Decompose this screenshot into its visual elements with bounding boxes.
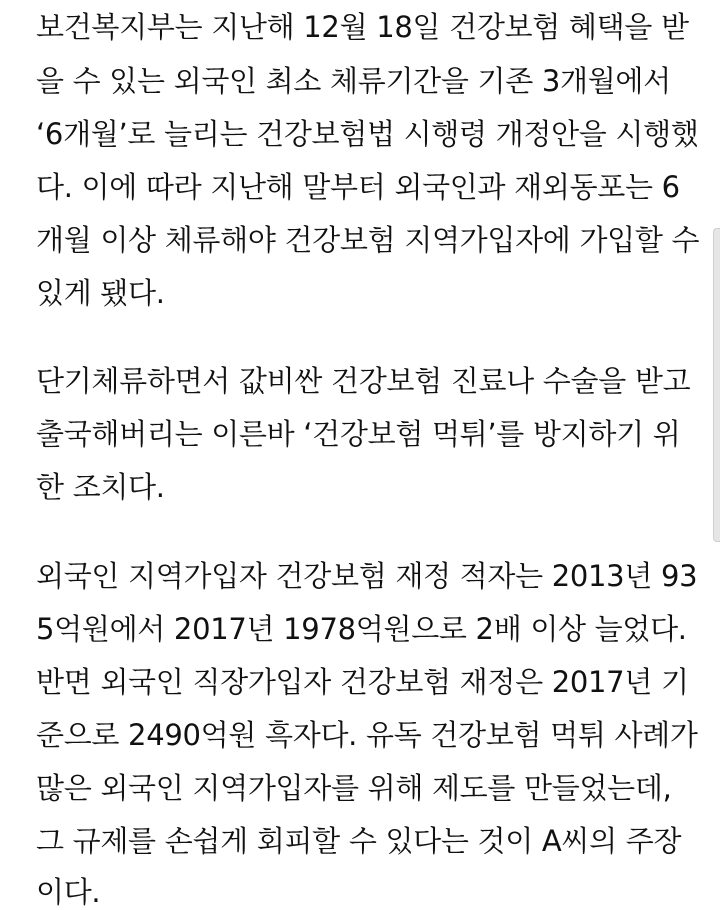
text-line: 준으로 2490억원 흑자다. 유독 건강보험 먹튀 사례가 bbox=[36, 718, 698, 752]
text-line: 다. 이에 따라 지난해 말부터 외국인과 재외동포는 6 bbox=[36, 170, 680, 204]
text-line: 있게 됐다. bbox=[36, 276, 165, 310]
text-line: 많은 외국인 지역가입자를 위해 제도를 만들었는데, bbox=[36, 771, 672, 805]
text-line: 이다. bbox=[36, 875, 101, 909]
text-line: 을 수 있는 외국인 최소 체류기간을 기존 3개월에서 bbox=[36, 64, 671, 98]
text-line: 반면 외국인 직장가입자 건강보험 재정은 2017년 기 bbox=[36, 665, 689, 699]
text-line: 단기체류하면서 값비싼 건강보험 진료나 수술을 받고 bbox=[36, 364, 691, 398]
scrollbar-thumb[interactable] bbox=[713, 228, 720, 542]
text-line: 5억원에서 2017년 1978억원으로 2배 이상 늘었다. bbox=[36, 612, 687, 646]
text-line: 그 규제를 손쉽게 회피할 수 있다는 것이 A씨의 주장 bbox=[36, 824, 682, 858]
text-line: 보건복지부는 지난해 12월 18일 건강보험 혜택을 받 bbox=[36, 10, 689, 44]
text-line: 외국인 지역가입자 건강보험 재정 적자는 2013년 93 bbox=[36, 559, 698, 593]
text-line: 개월 이상 체류해야 건강보험 지역가입자에 가입할 수 bbox=[36, 223, 700, 257]
text-line: 한 조치다. bbox=[36, 470, 165, 504]
text-line: ‘6개월’로 늘리는 건강보험법 시행령 개정안을 시행했 bbox=[36, 117, 699, 151]
text-line: 출국해버리는 이른바 ‘건강보험 먹튀’를 방지하기 위 bbox=[36, 417, 681, 451]
